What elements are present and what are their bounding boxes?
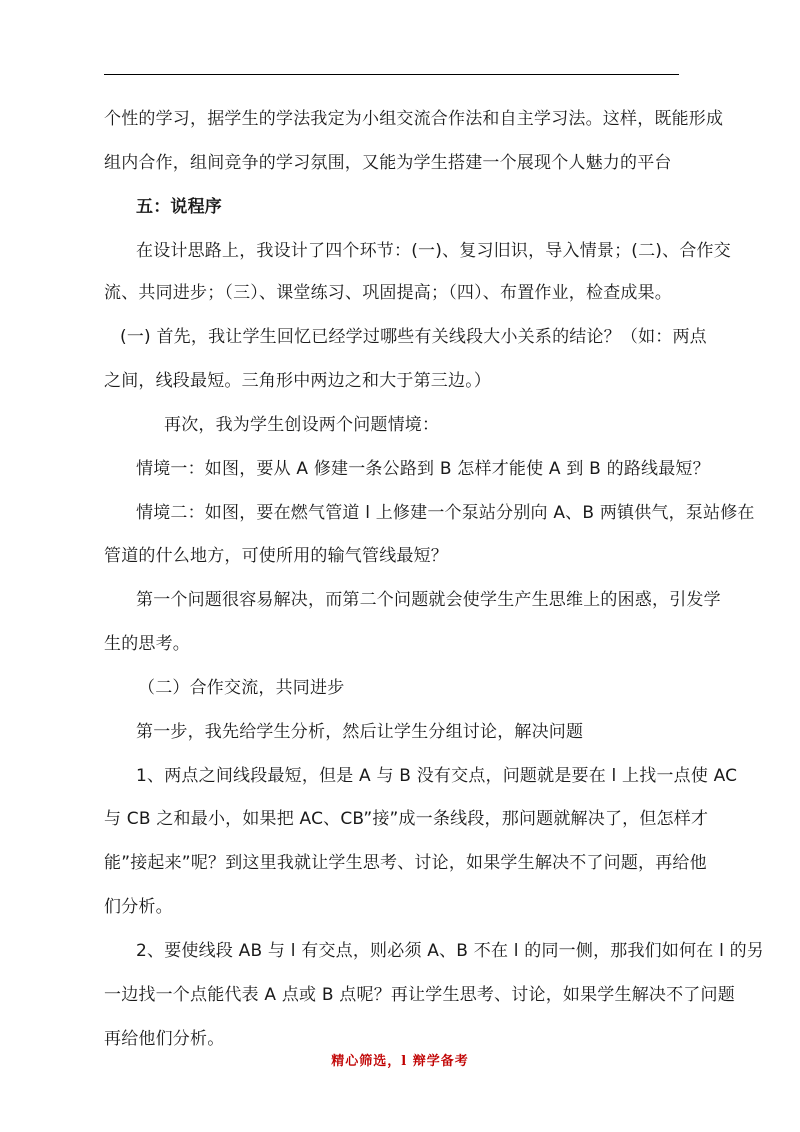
paragraph-line-12: 第一个问题很容易解决，而第二个问题就会使学生产生思维上的困惑，引发学 [136, 590, 721, 610]
paragraph-line-6: (一) 首先，我让学生回忆已经学过哪些有关线段大小关系的结论？（如：两点 [120, 327, 707, 347]
point-one-line-4: 们分析。 [104, 897, 173, 917]
scenario-one: 情境一：如图，要从 A 修建一条公路到 B 怎样才能使 A 到 B 的路线最短？ [136, 459, 710, 479]
paragraph-line-5: 流、共同进步；（三）、课堂练习、巩固提高；（四）、布置作业，检查成果。 [104, 283, 672, 303]
paragraph-line-4: 在设计思路上，我设计了四个环节：(一)、复习旧识，导入情景；(二)、合作交 [136, 241, 731, 261]
section-heading: 五：说程序 [136, 197, 222, 217]
point-two-line-3: 再给他们分析。 [104, 1029, 225, 1049]
point-two-line-2: 一边找一个点能代表 A 点或 B 点呢？再让学生思考、讨论，如果学生解决不了问题 [104, 985, 735, 1005]
scenario-two-line-1: 情境二：如图，要在燃气管道 l 上修建一个泵站分别向 A、B 两镇供气，泵站修在 [136, 503, 755, 523]
paragraph-line-7: 之间，线段最短。三角形中两边之和大于第三边。） [104, 371, 492, 391]
scenario-two-line-2: 管道的什么地方，可使所用的输气管线最短？ [104, 546, 448, 566]
point-one-line-1: 1、两点之间线段最短，但是 A 与 B 没有交点，问题就是要在 l 上找一点使 AC [136, 766, 738, 786]
page-footer: 精心筛选，l 辩学备考 [331, 1054, 469, 1069]
subsection-heading: （二）合作交流，共同进步 [138, 678, 345, 698]
paragraph-line-13: 生的思考。 [104, 634, 190, 654]
point-one-line-3: 能”接起来”呢？到这里我就让学生思考、讨论，如果学生解决不了问题，再给他 [104, 853, 707, 873]
paragraph-line-8: 再次，我为学生创设两个问题情境： [164, 415, 440, 435]
paragraph-line-2: 组内合作，组间竞争的学习氛围，又能为学生搭建一个展现个人魅力的平台 [104, 153, 672, 173]
point-one-line-2: 与 CB 之和最小，如果把 AC、CB”接”成一条线段，那问题就解决了，但怎样才 [104, 809, 709, 829]
point-two-line-1: 2、要使线段 AB 与 l 有交点，则必须 A、B 不在 l 的同一侧，那我们如何在 l 的另 [136, 941, 765, 961]
header-rule [104, 74, 679, 75]
paragraph-line-15: 第一步，我先给学生分析，然后让学生分组讨论，解决问题 [136, 722, 584, 742]
paragraph-line-1: 个性的学习，据学生的学法我定为小组交流合作法和自主学习法。这样，既能形成 [104, 109, 724, 129]
